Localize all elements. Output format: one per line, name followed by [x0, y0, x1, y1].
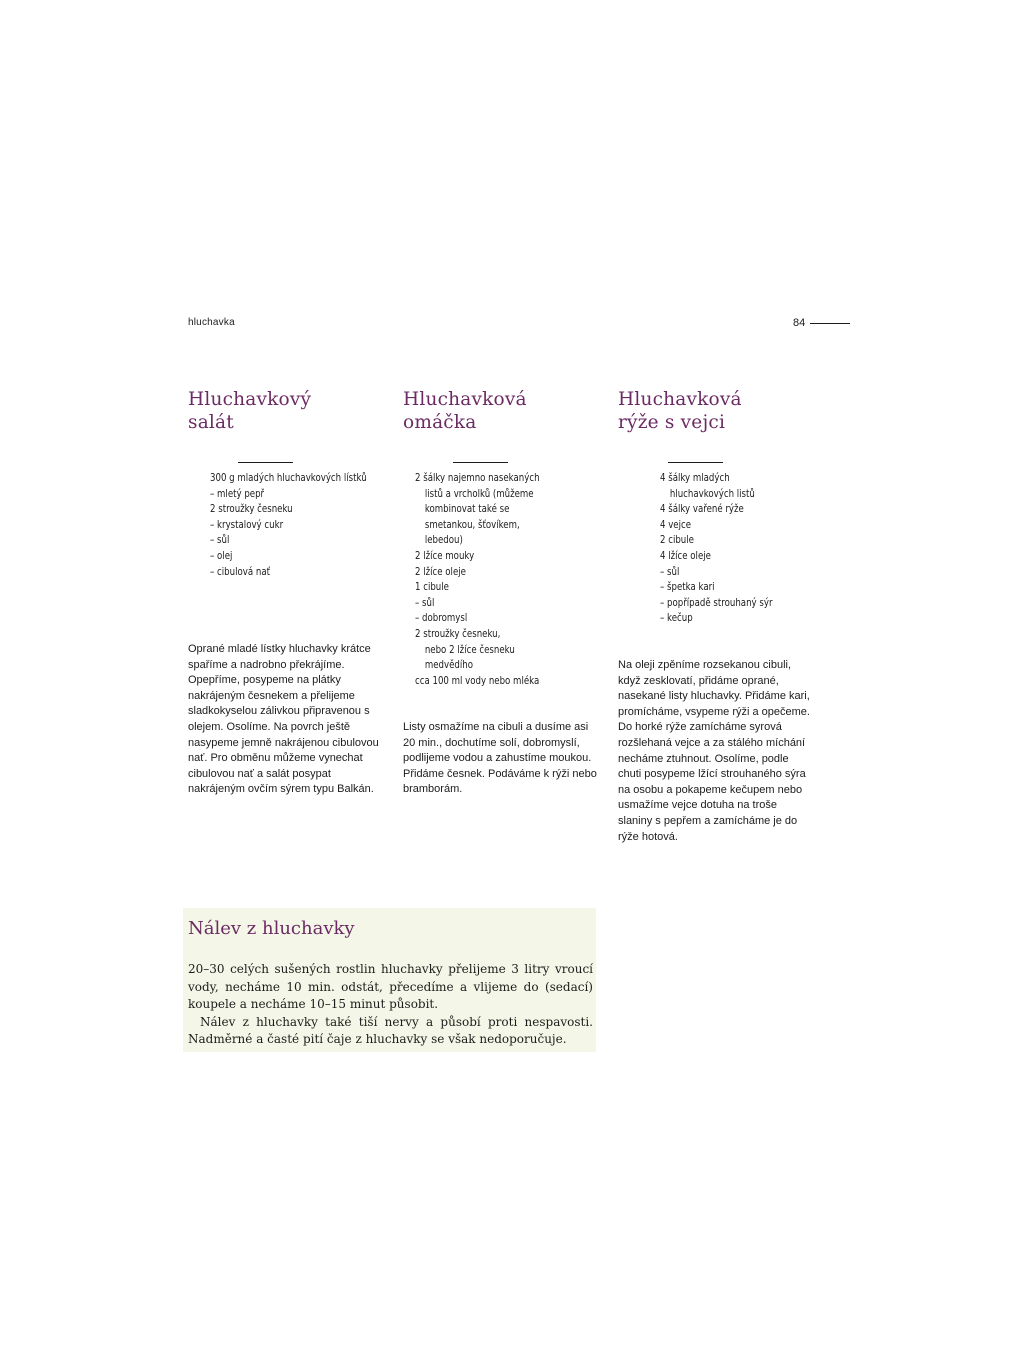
- recipe-title-line: Hluchavkový: [188, 389, 312, 410]
- ingredient-item: 300 g mladých hluchavkových lístků: [210, 472, 367, 484]
- page-number-rule: [810, 323, 850, 324]
- ingredient-item: kombinovat také se: [424, 503, 510, 516]
- ingredient-item: nebo 2 lžíce česneku: [424, 643, 515, 656]
- running-head: hluchavka: [188, 317, 235, 328]
- ingredient-item: 2 stroužky česneku: [210, 503, 293, 516]
- ingredient-item: – sůl: [660, 565, 680, 578]
- recipe-rice: [618, 388, 813, 843]
- ingredient-item: 2 šálky najemno nasekaných: [415, 472, 540, 484]
- recipe-title-line: omáčka: [403, 412, 477, 433]
- ingredient-item: cca 100 ml vody nebo mléka: [415, 674, 540, 687]
- recipe-title-line: rýže s vejci: [618, 412, 726, 433]
- ingredient-item: 2 stroužky česneku,: [415, 627, 501, 640]
- page-number-text: 84: [793, 317, 806, 329]
- recipe-title-line: Hluchavková: [618, 389, 742, 410]
- ingredient-item: – olej: [210, 549, 233, 562]
- recipe-title: [403, 388, 598, 434]
- ingredient-item: – cibulová nať: [210, 565, 270, 578]
- title-rule: [238, 462, 293, 463]
- ingredient-item: – popřípadě strouhaný sýr: [660, 596, 773, 609]
- ingredient-item: 4 vejce: [660, 518, 692, 531]
- recipe-salad: [188, 388, 383, 796]
- recipe-title: [618, 388, 813, 434]
- infusion-paragraph: Nálev z hluchavky také tiší nervy a působí proti nespavosti. Nadměrné a časté pití čaje z hluchavky se však nedoporučuje.: [188, 1014, 593, 1046]
- ingredient-item: 4 lžíce oleje: [660, 549, 711, 562]
- recipe-sauce: [403, 388, 598, 796]
- ingredient-item: 1 cibule: [415, 581, 449, 594]
- ingredient-item: – sůl: [415, 596, 435, 609]
- recipe-title: [188, 388, 383, 434]
- ingredient-item: 4 šálky vařené rýže: [660, 503, 744, 516]
- ingredient-item: – kečup: [660, 612, 693, 625]
- infusion-box: [183, 908, 596, 1052]
- ingredient-list: [415, 471, 595, 689]
- ingredient-item: listů a vrcholků (můžeme: [424, 487, 534, 500]
- infusion-title: Nálev z hluchavky: [188, 918, 355, 939]
- title-rule: [453, 462, 508, 463]
- ingredient-item: – sůl: [210, 534, 230, 547]
- ingredient-item: hluchavkových listů: [669, 487, 755, 500]
- ingredient-item: medvědího: [424, 659, 473, 672]
- ingredient-item: – špetka kari: [660, 581, 715, 594]
- ingredient-item: 2 lžíce oleje: [415, 565, 466, 578]
- ingredient-item: lebedou): [424, 534, 463, 547]
- recipe-method: Listy osmažíme na cibuli a dusíme asi 20 min., dochutíme solí, dobromyslí, podlijeme vodou a zahustíme moukou. Přidáme česnek. Podáváme k rýži nebo bramborám.: [403, 721, 597, 796]
- ingredient-list: [660, 471, 840, 627]
- ingredient-item: smetankou, šťovíkem,: [424, 518, 520, 531]
- ingredient-item: 2 lžíce mouky: [415, 549, 475, 562]
- ingredient-item: – dobromysl: [415, 612, 468, 625]
- recipe-method: Oprané mladé lístky hluchavky krátce spaříme a nadrobno překrájíme. Opepříme, posypeme na plátky nakrájeným česnekem a přelijeme sladkokyselou zálivkou připravenou s olejem. Osolíme. Na povrch ještě nasypeme jemně nakrájenou cibulovou nať. Pro obměnu můžeme vynechat cibulovou nať a salát posypat nakrájeným ovčím sýrem typu Balkán.: [188, 643, 379, 796]
- title-rule: [668, 462, 723, 463]
- ingredient-item: – krystalový cukr: [210, 518, 284, 531]
- ingredient-list: [210, 471, 390, 580]
- recipe-title-line: salát: [188, 412, 234, 433]
- ingredient-item: – mletý pepř: [210, 487, 265, 500]
- infusion-body: [188, 961, 593, 1049]
- recipe-title-line: Hluchavková: [403, 389, 527, 410]
- infusion-paragraph: 20–30 celých sušených rostlin hluchavky přelijeme 3 litry vroucí vody, necháme 10 min. odstát, přecedíme a vlijeme do (sedací) koupele a necháme 10–15 minut působit.: [188, 962, 593, 1011]
- ingredient-item: 4 šálky mladých: [660, 472, 730, 484]
- recipe-method: Na oleji zpěníme rozsekanou cibuli, když zesklovatí, přidáme oprané, nasekané listy hluchavky. Přidáme kari, promícháme, vsypeme rýži a opečeme. Do horké rýže zamícháme syrová rozšlehaná vejce a za stálého míchání necháme ztuhnout. Osolíme, podle chuti posypeme lžící strouhaného sýra na osobu a pokapeme kečupem nebo usmažíme vejce dotuha na troše slaniny s pepřem a zamícháme je do rýže hotová.: [618, 659, 810, 843]
- page-number: [793, 317, 850, 329]
- ingredient-item: 2 cibule: [660, 534, 694, 547]
